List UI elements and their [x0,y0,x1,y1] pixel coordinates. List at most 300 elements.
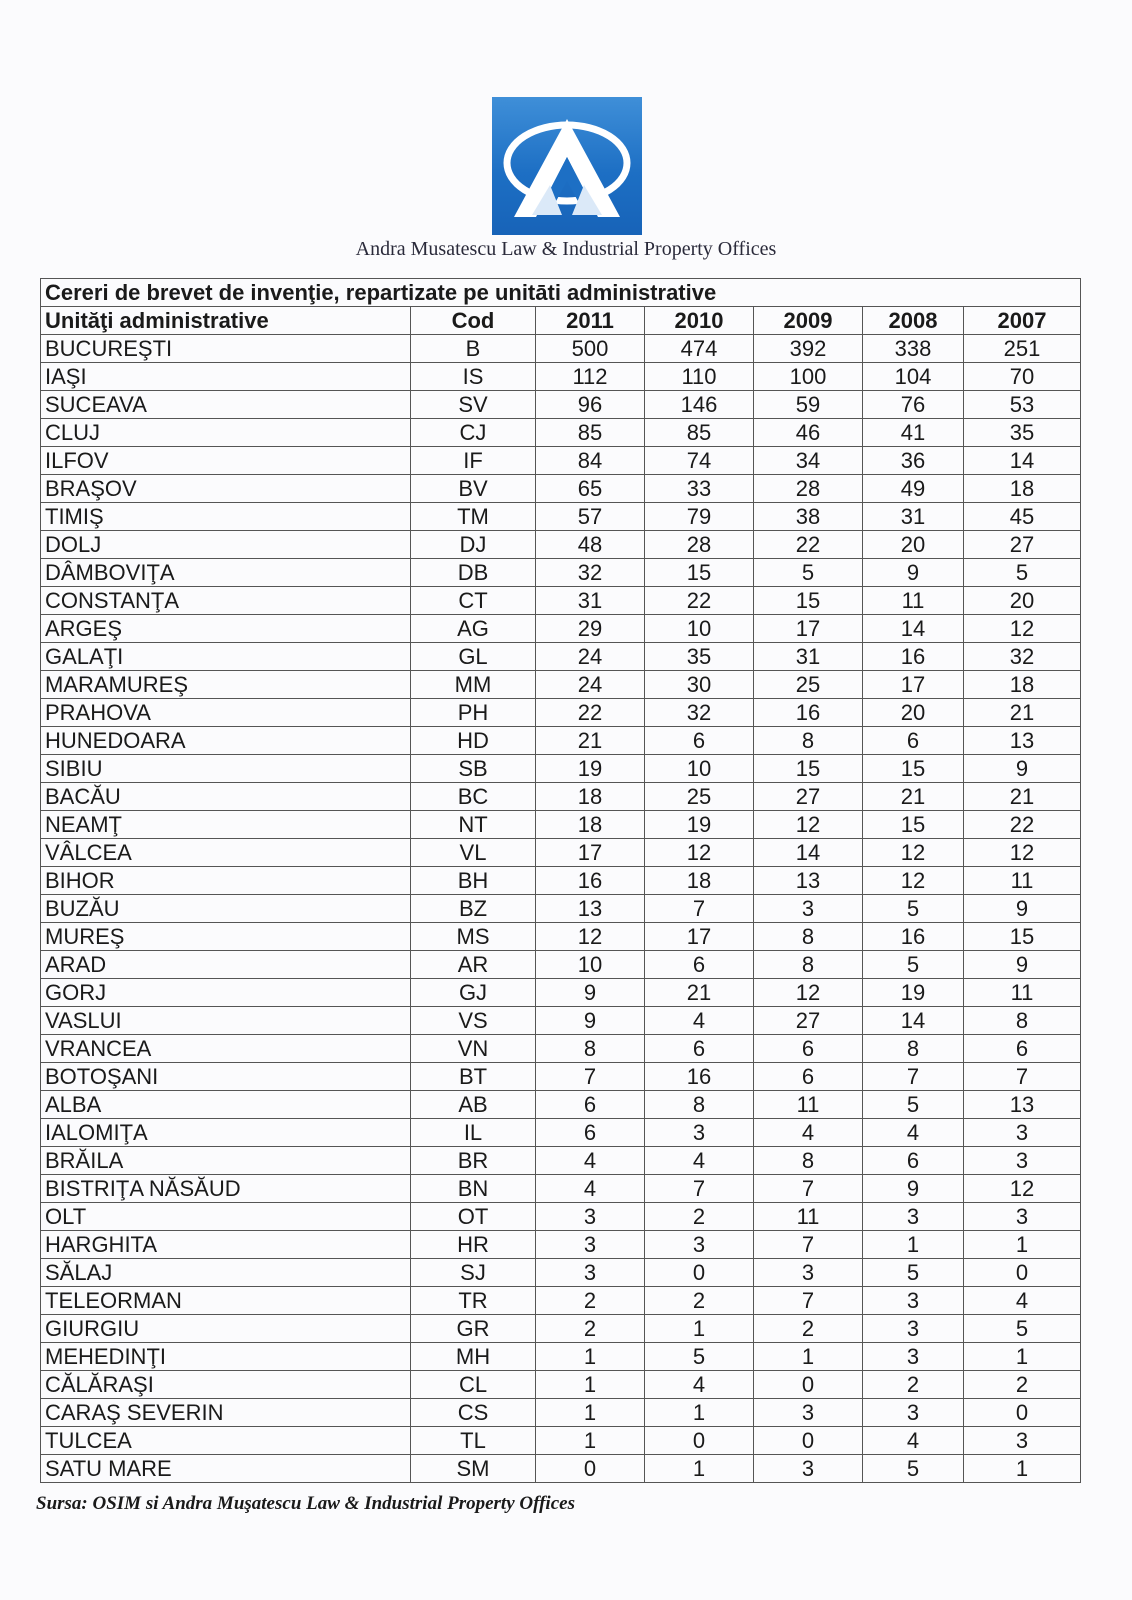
value-2007: 14 [964,447,1081,475]
unit-name: ALBA [41,1091,411,1119]
table-row [41,1427,1081,1455]
column-header-row [41,307,1081,335]
unit-code: AR [411,951,536,979]
unit-name: CLUJ [41,419,411,447]
unit-name: HARGHITA [41,1231,411,1259]
table-row [41,1259,1081,1287]
value-2010: 10 [645,615,754,643]
unit-code: CJ [411,419,536,447]
unit-name: BISTRIŢA NĂSĂUD [41,1175,411,1203]
value-2010: 74 [645,447,754,475]
table-row [41,979,1081,1007]
unit-name: BUCUREŞTI [41,335,411,363]
table-row [41,1035,1081,1063]
unit-name: ARAD [41,951,411,979]
unit-name: BUZĂU [41,895,411,923]
value-2009: 17 [754,615,863,643]
unit-name: TULCEA [41,1427,411,1455]
value-2010: 7 [645,895,754,923]
value-2010: 85 [645,419,754,447]
value-2009: 392 [754,335,863,363]
value-2008: 3 [863,1315,964,1343]
data-sheet [40,278,1080,1483]
column-header-2009: 2009 [754,307,863,335]
value-2008: 20 [863,699,964,727]
value-2010: 4 [645,1147,754,1175]
value-2008: 17 [863,671,964,699]
unit-code: MS [411,923,536,951]
unit-name: TIMIŞ [41,503,411,531]
value-2011: 84 [536,447,645,475]
unit-name: BIHOR [41,867,411,895]
unit-code: IL [411,1119,536,1147]
unit-code: BN [411,1175,536,1203]
source-note: Sursa: OSIM si Andra Muşatescu Law & Industrial Property Offices [36,1493,575,1514]
value-2009: 5 [754,559,863,587]
value-2007: 11 [964,867,1081,895]
table-row [41,531,1081,559]
value-2008: 16 [863,923,964,951]
value-2009: 31 [754,643,863,671]
value-2009: 8 [754,951,863,979]
unit-name: BACĂU [41,783,411,811]
value-2010: 4 [645,1371,754,1399]
value-2007: 3 [964,1427,1081,1455]
value-2008: 9 [863,1175,964,1203]
table-row [41,755,1081,783]
value-2007: 13 [964,1091,1081,1119]
unit-code: GJ [411,979,536,1007]
unit-code: DJ [411,531,536,559]
table-row [41,1063,1081,1091]
value-2007: 21 [964,699,1081,727]
table-row [41,895,1081,923]
value-2007: 5 [964,1315,1081,1343]
value-2010: 2 [645,1287,754,1315]
unit-name: CONSTANŢA [41,587,411,615]
value-2011: 16 [536,867,645,895]
value-2008: 338 [863,335,964,363]
unit-code: TM [411,503,536,531]
value-2009: 14 [754,839,863,867]
unit-name: BOTOŞANI [41,1063,411,1091]
value-2011: 18 [536,783,645,811]
table-row [41,503,1081,531]
table-row [41,363,1081,391]
value-2007: 4 [964,1287,1081,1315]
value-2007: 18 [964,671,1081,699]
table-row [41,727,1081,755]
value-2007: 27 [964,531,1081,559]
value-2008: 12 [863,839,964,867]
table-row [41,1399,1081,1427]
value-2008: 5 [863,1259,964,1287]
unit-name: MEHEDINŢI [41,1343,411,1371]
value-2007: 9 [964,895,1081,923]
unit-name: PRAHOVA [41,699,411,727]
value-2009: 7 [754,1175,863,1203]
unit-name: GIURGIU [41,1315,411,1343]
value-2009: 59 [754,391,863,419]
value-2008: 3 [863,1399,964,1427]
value-2011: 19 [536,755,645,783]
value-2007: 3 [964,1119,1081,1147]
value-2007: 9 [964,951,1081,979]
unit-code: MH [411,1343,536,1371]
unit-name: VRANCEA [41,1035,411,1063]
value-2011: 8 [536,1035,645,1063]
value-2009: 2 [754,1315,863,1343]
unit-name: BRAŞOV [41,475,411,503]
value-2011: 31 [536,587,645,615]
value-2007: 12 [964,1175,1081,1203]
value-2010: 1 [645,1455,754,1483]
value-2009: 0 [754,1427,863,1455]
value-2009: 6 [754,1035,863,1063]
value-2010: 0 [645,1259,754,1287]
value-2011: 10 [536,951,645,979]
value-2010: 25 [645,783,754,811]
value-2008: 5 [863,895,964,923]
unit-name: GALAŢI [41,643,411,671]
unit-code: DB [411,559,536,587]
value-2011: 9 [536,1007,645,1035]
unit-name: IALOMIŢA [41,1119,411,1147]
value-2011: 7 [536,1063,645,1091]
table-row [41,1175,1081,1203]
value-2009: 46 [754,419,863,447]
value-2011: 1 [536,1371,645,1399]
value-2008: 14 [863,615,964,643]
column-header-2011: 2011 [536,307,645,335]
table-row [41,1315,1081,1343]
table-row [41,643,1081,671]
value-2007: 1 [964,1231,1081,1259]
value-2010: 110 [645,363,754,391]
value-2009: 6 [754,1063,863,1091]
table-body [41,335,1081,1483]
value-2010: 146 [645,391,754,419]
unit-code: OT [411,1203,536,1231]
value-2011: 1 [536,1399,645,1427]
unit-name: IAŞI [41,363,411,391]
table-row [41,475,1081,503]
value-2009: 4 [754,1119,863,1147]
table-row [41,867,1081,895]
value-2009: 16 [754,699,863,727]
value-2010: 6 [645,951,754,979]
value-2011: 3 [536,1259,645,1287]
value-2009: 8 [754,727,863,755]
value-2010: 474 [645,335,754,363]
value-2009: 8 [754,923,863,951]
value-2009: 25 [754,671,863,699]
value-2007: 35 [964,419,1081,447]
unit-name: SATU MARE [41,1455,411,1483]
unit-name: SUCEAVA [41,391,411,419]
value-2009: 12 [754,979,863,1007]
value-2008: 4 [863,1427,964,1455]
unit-code: IS [411,363,536,391]
value-2008: 104 [863,363,964,391]
unit-code: VS [411,1007,536,1035]
value-2010: 7 [645,1175,754,1203]
value-2010: 19 [645,811,754,839]
unit-code: AB [411,1091,536,1119]
unit-name: NEAMŢ [41,811,411,839]
column-header-code: Cod [411,307,536,335]
value-2008: 76 [863,391,964,419]
value-2009: 13 [754,867,863,895]
value-2008: 8 [863,1035,964,1063]
unit-code: SV [411,391,536,419]
unit-name: SĂLAJ [41,1259,411,1287]
value-2010: 30 [645,671,754,699]
table-row [41,615,1081,643]
value-2007: 11 [964,979,1081,1007]
value-2009: 7 [754,1231,863,1259]
table-row [41,1091,1081,1119]
value-2011: 500 [536,335,645,363]
value-2008: 5 [863,1091,964,1119]
value-2011: 85 [536,419,645,447]
value-2010: 2 [645,1203,754,1231]
value-2009: 15 [754,755,863,783]
unit-name: CĂLĂRAŞI [41,1371,411,1399]
value-2010: 12 [645,839,754,867]
table-row [41,1203,1081,1231]
value-2008: 36 [863,447,964,475]
value-2009: 7 [754,1287,863,1315]
value-2010: 17 [645,923,754,951]
value-2007: 251 [964,335,1081,363]
unit-code: NT [411,811,536,839]
table-title: Cereri de brevet de invenţie, repartizate pe unitāti administrative [41,279,1081,307]
value-2007: 6 [964,1035,1081,1063]
value-2011: 18 [536,811,645,839]
value-2007: 22 [964,811,1081,839]
value-2009: 11 [754,1091,863,1119]
value-2011: 4 [536,1147,645,1175]
value-2009: 3 [754,895,863,923]
value-2007: 9 [964,755,1081,783]
table-row [41,951,1081,979]
value-2010: 79 [645,503,754,531]
unit-name: GORJ [41,979,411,1007]
value-2008: 31 [863,503,964,531]
value-2010: 15 [645,559,754,587]
value-2011: 32 [536,559,645,587]
value-2009: 3 [754,1259,863,1287]
value-2007: 3 [964,1203,1081,1231]
value-2008: 4 [863,1119,964,1147]
amm-logo-icon [492,97,642,235]
value-2009: 38 [754,503,863,531]
value-2007: 3 [964,1147,1081,1175]
unit-name: ARGEŞ [41,615,411,643]
unit-name: HUNEDOARA [41,727,411,755]
unit-code: TR [411,1287,536,1315]
value-2011: 57 [536,503,645,531]
value-2011: 22 [536,699,645,727]
table-row [41,923,1081,951]
value-2010: 21 [645,979,754,1007]
value-2010: 10 [645,755,754,783]
value-2007: 32 [964,643,1081,671]
unit-code: CT [411,587,536,615]
value-2008: 15 [863,811,964,839]
unit-code: BR [411,1147,536,1175]
column-header-2007: 2007 [964,307,1081,335]
value-2008: 12 [863,867,964,895]
unit-code: PH [411,699,536,727]
value-2011: 65 [536,475,645,503]
unit-code: BC [411,783,536,811]
value-2010: 1 [645,1315,754,1343]
value-2008: 19 [863,979,964,1007]
table-row [41,783,1081,811]
value-2007: 7 [964,1063,1081,1091]
value-2010: 4 [645,1007,754,1035]
column-header-2008: 2008 [863,307,964,335]
value-2009: 1 [754,1343,863,1371]
value-2011: 1 [536,1427,645,1455]
value-2008: 41 [863,419,964,447]
table-row [41,559,1081,587]
value-2007: 2 [964,1371,1081,1399]
value-2007: 45 [964,503,1081,531]
value-2008: 9 [863,559,964,587]
value-2010: 5 [645,1343,754,1371]
table-row [41,1007,1081,1035]
table-row [41,1455,1081,1483]
firm-name: Andra Musatescu Law & Industrial Property Offices [355,238,777,260]
unit-name: BRĂILA [41,1147,411,1175]
unit-code: SM [411,1455,536,1483]
value-2009: 3 [754,1455,863,1483]
value-2009: 100 [754,363,863,391]
value-2008: 15 [863,755,964,783]
unit-name: SIBIU [41,755,411,783]
value-2008: 49 [863,475,964,503]
value-2007: 1 [964,1343,1081,1371]
table-row [41,1371,1081,1399]
unit-code: HR [411,1231,536,1259]
table-row [41,335,1081,363]
value-2007: 20 [964,587,1081,615]
table-row [41,671,1081,699]
unit-code: CS [411,1399,536,1427]
unit-code: GL [411,643,536,671]
value-2007: 12 [964,615,1081,643]
value-2010: 3 [645,1231,754,1259]
value-2011: 48 [536,531,645,559]
unit-name: VÂLCEA [41,839,411,867]
value-2011: 2 [536,1287,645,1315]
value-2010: 6 [645,727,754,755]
value-2007: 53 [964,391,1081,419]
value-2010: 3 [645,1119,754,1147]
value-2011: 6 [536,1119,645,1147]
unit-code: BV [411,475,536,503]
value-2010: 18 [645,867,754,895]
value-2011: 1 [536,1343,645,1371]
table-row [41,811,1081,839]
value-2011: 17 [536,839,645,867]
table-row [41,1119,1081,1147]
value-2009: 11 [754,1203,863,1231]
value-2007: 8 [964,1007,1081,1035]
unit-code: MM [411,671,536,699]
table-row [41,1147,1081,1175]
table-row [41,1231,1081,1259]
value-2007: 18 [964,475,1081,503]
value-2011: 12 [536,923,645,951]
unit-code: TL [411,1427,536,1455]
unit-code: AG [411,615,536,643]
unit-code: CL [411,1371,536,1399]
value-2008: 20 [863,531,964,559]
value-2011: 6 [536,1091,645,1119]
value-2008: 3 [863,1203,964,1231]
value-2011: 112 [536,363,645,391]
table-row [41,447,1081,475]
value-2010: 33 [645,475,754,503]
unit-code: BH [411,867,536,895]
value-2007: 21 [964,783,1081,811]
unit-code: VL [411,839,536,867]
table-row [41,699,1081,727]
value-2011: 3 [536,1231,645,1259]
value-2009: 27 [754,783,863,811]
table-row [41,587,1081,615]
value-2011: 24 [536,643,645,671]
unit-name: MARAMUREŞ [41,671,411,699]
value-2010: 22 [645,587,754,615]
unit-code: VN [411,1035,536,1063]
value-2009: 8 [754,1147,863,1175]
unit-name: CARAŞ SEVERIN [41,1399,411,1427]
unit-code: SB [411,755,536,783]
value-2009: 27 [754,1007,863,1035]
value-2010: 0 [645,1427,754,1455]
value-2008: 21 [863,783,964,811]
value-2009: 28 [754,475,863,503]
value-2011: 0 [536,1455,645,1483]
value-2011: 21 [536,727,645,755]
value-2010: 8 [645,1091,754,1119]
value-2009: 34 [754,447,863,475]
value-2008: 5 [863,951,964,979]
value-2011: 29 [536,615,645,643]
value-2011: 2 [536,1315,645,1343]
value-2011: 24 [536,671,645,699]
patent-applications-table [40,278,1081,1483]
unit-name: DOLJ [41,531,411,559]
value-2007: 1 [964,1455,1081,1483]
value-2007: 0 [964,1399,1081,1427]
value-2007: 12 [964,839,1081,867]
value-2008: 1 [863,1231,964,1259]
table-row [41,391,1081,419]
value-2011: 4 [536,1175,645,1203]
table-row [41,419,1081,447]
value-2011: 3 [536,1203,645,1231]
value-2008: 5 [863,1455,964,1483]
value-2009: 3 [754,1399,863,1427]
value-2007: 5 [964,559,1081,587]
unit-code: BT [411,1063,536,1091]
